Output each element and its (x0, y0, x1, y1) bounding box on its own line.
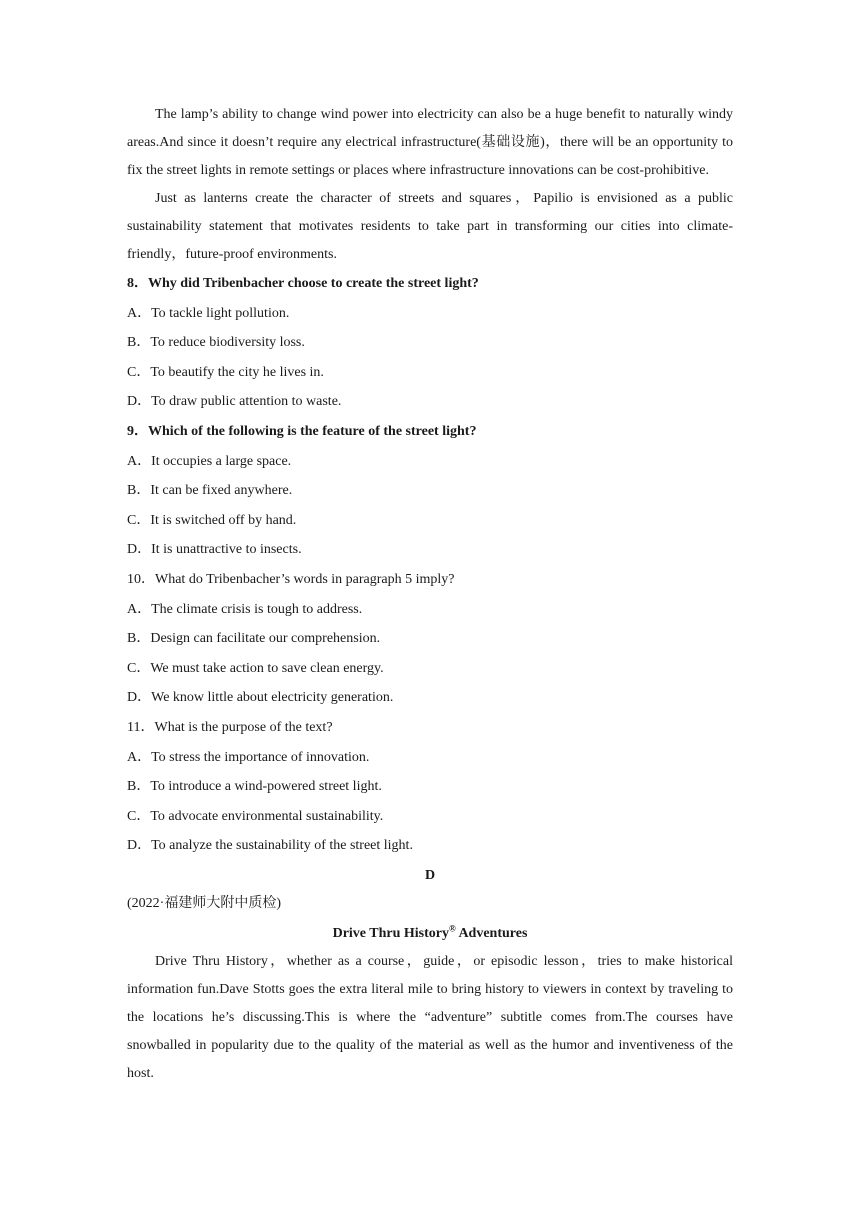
answer-option: A．It occupies a large space. (127, 453, 292, 469)
question-11 (127, 713, 733, 861)
answer-option: B．To reduce biodiversity loss. (127, 335, 305, 351)
passage-paragraph: The lamp’s ability to change wind power into electricity can also be a huge benefit to naturally windy areas.And since it doesn’t require any electrical infrastructure(基础设施)，there will be an opportunity to fix the street lights in remote settings or places where infrastructure innovations can be cost-prohibitive. (127, 107, 733, 178)
source-citation: (2022·福建师大附中质检) (127, 895, 281, 911)
question-stem: 11．What is the purpose of the text? (127, 719, 333, 735)
answer-option: D．To draw public attention to waste. (127, 394, 342, 410)
question-8 (127, 269, 733, 417)
answer-option: C．To beautify the city he lives in. (127, 364, 324, 380)
answer-option: A．To stress the importance of innovation. (127, 749, 370, 765)
answer-option: B．Design can facilitate our comprehension. (127, 631, 381, 647)
answer-option: A．To tackle light pollution. (127, 305, 290, 321)
registered-mark: ® (448, 923, 456, 934)
question-stem: 8．Why did Tribenbacher choose to create the street light? (127, 276, 479, 291)
answer-option: C．We must take action to save clean energy. (127, 660, 384, 676)
question-stem: 10．What do Tribenbacher’s words in paragraph 5 imply? (127, 571, 455, 587)
title-main: Drive Thru History (332, 925, 449, 941)
answer-option: D．It is unattractive to insects. (127, 542, 302, 558)
question-9 (127, 417, 733, 565)
section-letter: D (424, 867, 436, 883)
answer-option: C．It is switched off by hand. (127, 512, 297, 528)
passage-title (127, 920, 733, 948)
answer-option: C．To advocate environmental sustainability. (127, 808, 384, 824)
answer-option: D．We know little about electricity generation. (127, 690, 394, 706)
question-stem: 9．Which of the following is the feature of the street light? (127, 423, 477, 439)
passage-paragraph: Drive Thru History，whether as a course，guide，or episodic lesson，tries to make historical information fun.Dave Stotts goes the extra literal mile to bring history to viewers in context by traveling to the locations he’s discussing.This is where the “adventure” subtitle comes from.The courses have snowballed in popularity due to the quality of the material as well as the humor and inventiveness of the host. (127, 953, 733, 1081)
passage-paragraph: Just as lanterns create the character of streets and squares，Papilio is envisioned as a public sustainability statement that motivates residents to take part in transforming our cities into climate-friendly，future-proof environments. (127, 191, 733, 262)
answer-option: A．The climate crisis is tough to address. (127, 601, 363, 617)
title-rest: Adventures (455, 925, 528, 941)
question-10 (127, 565, 733, 713)
answer-option: B．It can be fixed anywhere. (127, 483, 293, 499)
document-page (127, 101, 733, 1088)
answer-option: B．To introduce a wind-powered street light. (127, 779, 382, 795)
answer-option: D．To analyze the sustainability of the street light. (127, 838, 413, 854)
